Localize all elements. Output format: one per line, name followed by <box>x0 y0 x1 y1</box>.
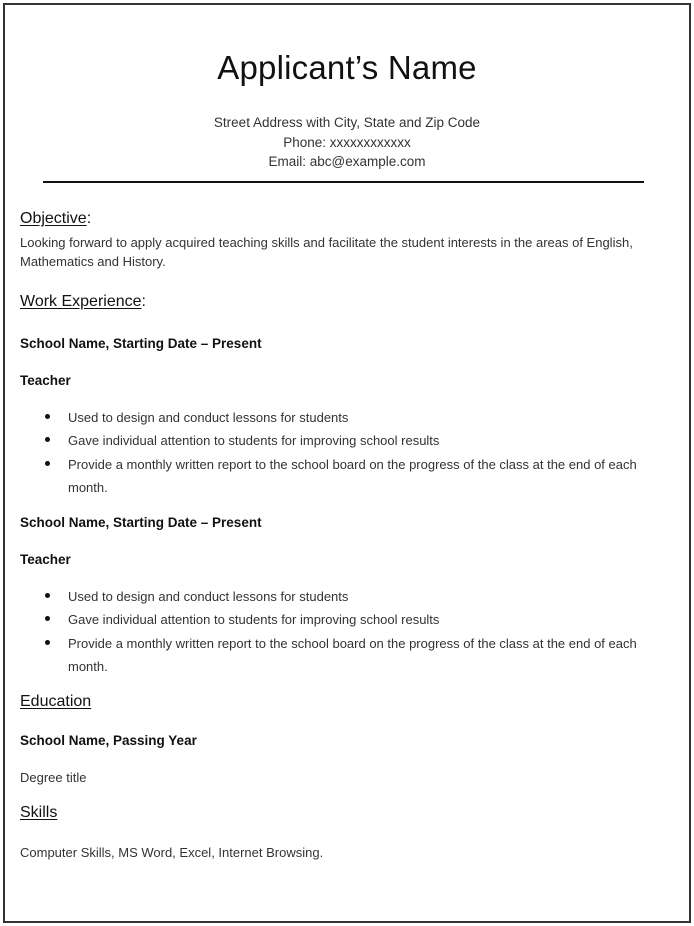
address-line: Street Address with City, State and Zip Code <box>213 115 481 130</box>
bullet-icon <box>45 616 50 621</box>
applicant-name: Applicant’s Name <box>217 49 477 86</box>
bullet-icon <box>45 437 50 442</box>
job-1-bullet-2: Gave individual attention to students for improving school results <box>68 433 440 448</box>
education-school: School Name, Passing Year <box>20 733 197 748</box>
job-2-bullet-3: Provide a monthly written report to the school board on the progress of the class at the end of each month. <box>68 636 637 674</box>
work-experience-heading: Work Experience: <box>20 293 146 310</box>
phone-line: Phone: xxxxxxxxxxxx <box>283 135 411 150</box>
education-degree: Degree title <box>20 770 87 785</box>
skills-heading: Skills <box>20 804 58 821</box>
job-1-role: Teacher <box>20 373 71 388</box>
objective-text: Looking forward to apply acquired teaching skills and facilitate the student interests in the areas of English, Mathematics and History. <box>20 235 633 269</box>
job-2-title: School Name, Starting Date – Present <box>20 515 262 530</box>
objective-heading: Objective: <box>20 210 92 227</box>
job-2-role: Teacher <box>20 552 71 567</box>
bullet-icon <box>45 414 50 419</box>
bullet-icon <box>45 640 50 645</box>
email-line: Email: abc@example.com <box>268 154 426 169</box>
education-heading: Education <box>20 693 92 710</box>
job-1-bullet-3: Provide a monthly written report to the school board on the progress of the class at the end of each month. <box>68 457 637 495</box>
bullet-icon <box>45 461 50 466</box>
bullet-icon <box>45 593 50 598</box>
skills-text: Computer Skills, MS Word, Excel, Internet Browsing. <box>20 845 324 860</box>
job-1-title: School Name, Starting Date – Present <box>20 336 262 351</box>
job-2-bullet-2: Gave individual attention to students for improving school results <box>68 612 440 627</box>
resume-page <box>3 3 691 923</box>
job-1-bullet-1: Used to design and conduct lessons for students <box>68 410 349 425</box>
header-divider <box>43 181 644 183</box>
job-2-bullet-1: Used to design and conduct lessons for students <box>68 589 349 604</box>
